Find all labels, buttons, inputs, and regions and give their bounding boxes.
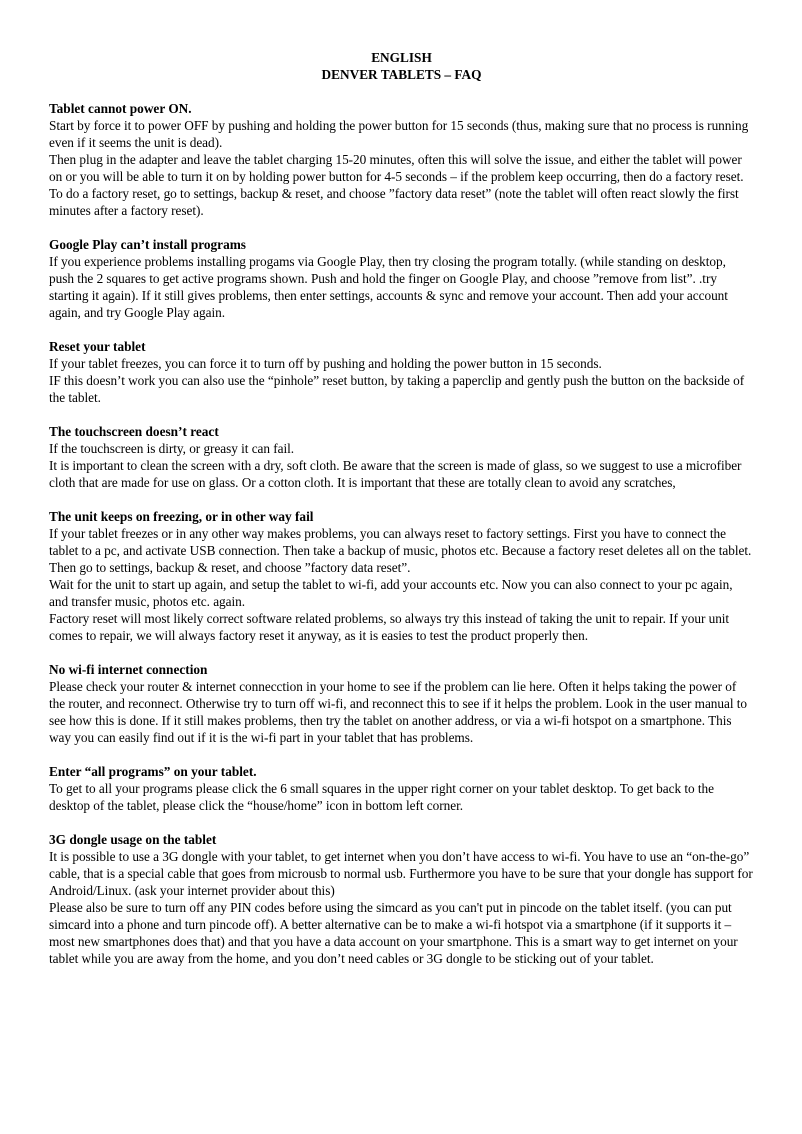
page-title: DENVER TABLETS – FAQ xyxy=(321,67,482,82)
faq-heading: No wi-fi internet connection xyxy=(49,662,208,677)
faq-paragraph: Wait for the unit to start up again, and setup the tablet to wi-fi, add your accounts etc. Now you can also connect to your pc again, and transfer music, photos etc. again. xyxy=(49,577,733,609)
faq-paragraph: If the touchscreen is dirty, or greasy it can fail. xyxy=(49,441,295,456)
faq-paragraph: IF this doesn’t work you can also use the “pinhole” reset button, by taking a paperclip and gently push the button on the backside of the tablet. xyxy=(49,373,745,405)
faq-section-freezing xyxy=(49,508,754,644)
faq-heading: The unit keeps on freezing, or in other way fail xyxy=(49,509,314,524)
faq-heading: Google Play can’t install programs xyxy=(49,237,246,252)
faq-paragraph: Then plug in the adapter and leave the tablet charging 15-20 minutes, often this will solve the issue, and either the tablet will power on or you will be able to turn it on by holding power button for 4-5 seconds – if the problem keep occurring, then do a factory reset. xyxy=(49,152,744,184)
faq-section-google-play xyxy=(49,236,754,321)
faq-paragraph: To do a factory reset, go to settings, backup & reset, and choose ”factory data reset” (note the tablet will often react slowly the first minutes after a factory reset). xyxy=(49,186,739,218)
faq-paragraph: It is possible to use a 3G dongle with your tablet, to get internet when you don’t have access to wi-fi. You have to use an “on-the-go” cable, that is a special cable that goes from microusb to normal usb. Furthermore you have to be sure that your dongle has support for Android/Linux. (ask your internet provider about this) xyxy=(49,849,753,898)
document-page xyxy=(49,49,754,984)
faq-section-wifi xyxy=(49,661,754,746)
faq-section-touchscreen xyxy=(49,423,754,491)
faq-paragraph: If you experience problems installing progams via Google Play, then try closing the program totally. (while standing on desktop, push the 2 squares to get active programs shown. Push and hold the finger on Google Play, and choose ”remove from list”. .try starting it again). If it still gives problems, then enter settings, accounts & sync and remove your account. Then add your account again, and try Google Play again. xyxy=(49,254,728,320)
faq-paragraph: If your tablet freezes, you can force it to turn off by pushing and holding the power button in 15 seconds. xyxy=(49,356,602,371)
faq-section-reset xyxy=(49,338,754,406)
faq-paragraph: Please also be sure to turn off any PIN codes before using the simcard as you can't put in pincode on the tablet itself. (you can put simcard into a phone and turn pincode off). A better alternative can be to make a wi-fi hotspot via a smartphone (if it supports it – most new smartphones does that) and that you have a data account on your smartphone. This is a smart way to get internet on your tablet while you are away from the home, and you don’t need cables or 3G dongle to be sticking out of your tablet. xyxy=(49,900,738,966)
faq-section-all-programs xyxy=(49,763,754,814)
faq-heading: 3G dongle usage on the tablet xyxy=(49,832,217,847)
faq-paragraph: To get to all your programs please click the 6 small squares in the upper right corner on your tablet desktop. To get back to the desktop of the tablet, please click the “house/home” icon in bottom left corner. xyxy=(49,781,714,813)
faq-paragraph: Factory reset will most likely correct software related problems, so always try this instead of taking the unit to repair. If your unit comes to repair, we will always factory reset it anyway, as it is easies to test the product properly then. xyxy=(49,611,730,643)
faq-heading: The touchscreen doesn’t react xyxy=(49,424,219,439)
document-header xyxy=(49,49,754,83)
faq-paragraph: It is important to clean the screen with a dry, soft cloth. Be aware that the screen is made of glass, so we suggest to use a microfiber cloth that are made for use on glass. Or a cotton cloth. It is important that these are totally clean to avoid any scratches, xyxy=(49,458,742,490)
faq-heading: Tablet cannot power ON. xyxy=(49,101,192,116)
faq-section-3g-dongle xyxy=(49,831,754,967)
faq-paragraph: Start by force it to power OFF by pushing and holding the power button for 15 seconds (thus, making sure that no process is running even if it seems the unit is dead). xyxy=(49,118,749,150)
faq-heading: Reset your tablet xyxy=(49,339,146,354)
faq-list xyxy=(49,100,754,967)
faq-paragraph: Please check your router & internet connecction in your home to see if the problem can lie here. Often it helps taking the power of the router, and reconnect. Otherwise try to turn off wi-fi, and reconnect this to see if it helps the problem. Look in the user manual to see how this is done. If it still makes problems, then try the tablet on another address, or via a wi-fi hotspot on a smartphone. This way you can easily find out if it is the wi-fi part in your tablet that has problems. xyxy=(49,679,748,745)
faq-heading: Enter “all programs” on your tablet. xyxy=(49,764,257,779)
faq-section-power xyxy=(49,100,754,219)
faq-paragraph: If your tablet freezes or in any other way makes problems, you can always reset to factory settings. First you have to connect the tablet to a pc, and activate USB connection. Then take a backup of music, photos etc. Because a factory reset deletes all on the tablet. Then go to settings, backup & reset, and choose ”factory data reset”. xyxy=(49,526,752,575)
language-label: ENGLISH xyxy=(371,50,432,65)
